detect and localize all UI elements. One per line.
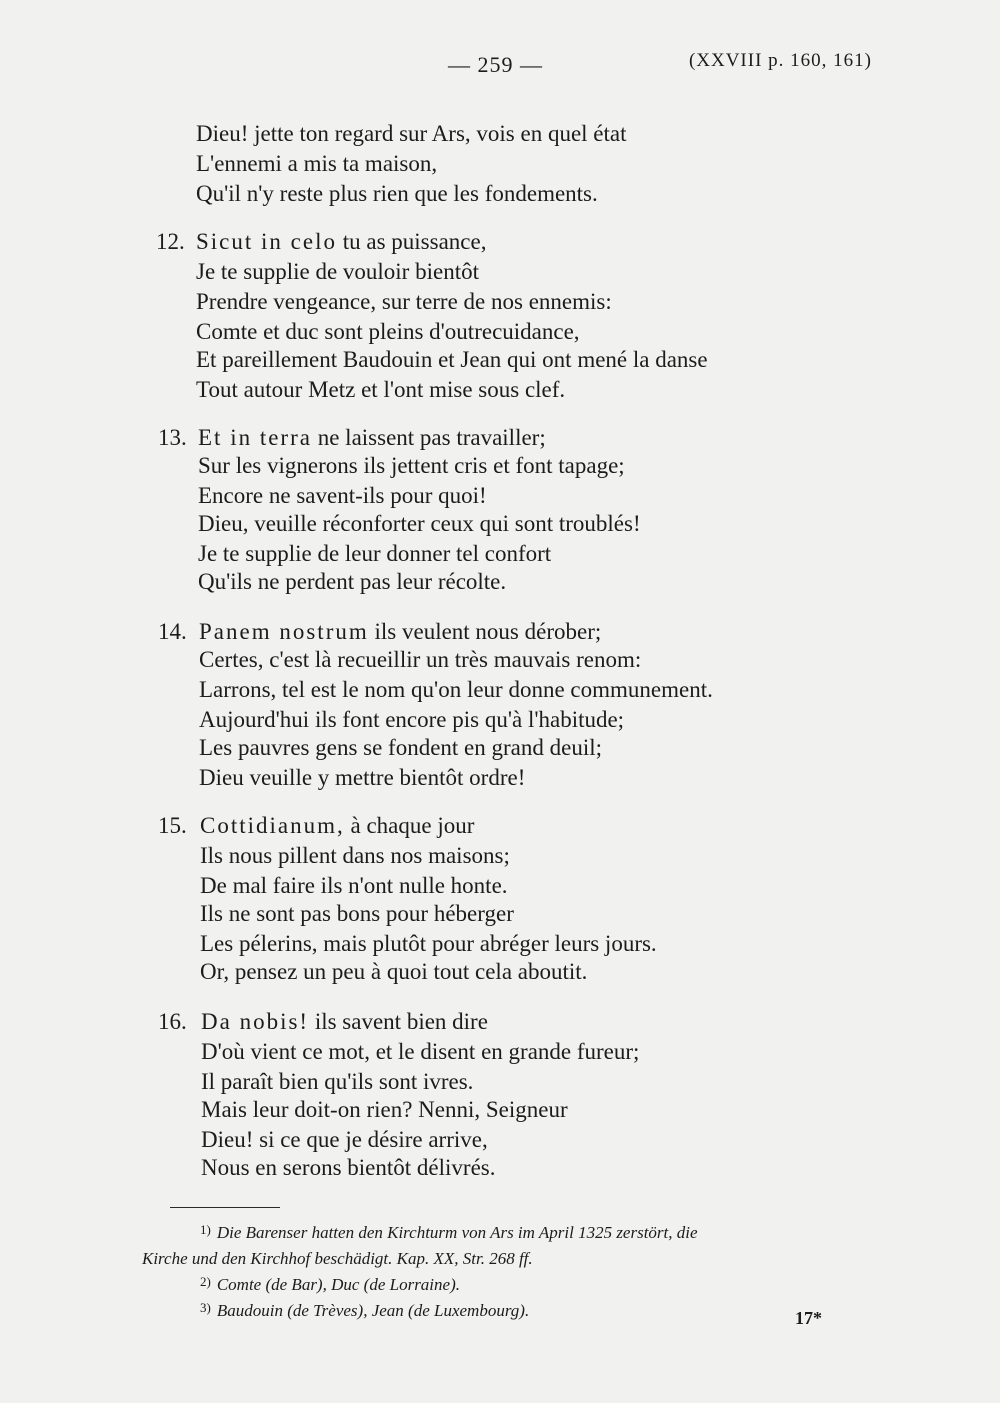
verse-line: Tout autour Metz et l'ont mise sous clef. — [196, 377, 566, 402]
verse-line — [200, 812, 474, 840]
verse-text: tu as puissance, — [336, 229, 487, 254]
latin-incipit: Cottidianum, — [200, 813, 345, 838]
stanza-number: 16. — [158, 1009, 187, 1034]
footnote-2 — [200, 1274, 460, 1297]
latin-incipit: Sicut in celo — [196, 229, 337, 254]
verse-line — [198, 424, 546, 452]
verse-line: Sur les vignerons ils jettent cris et font tapage; — [198, 453, 625, 478]
stanza-number: 14. — [158, 619, 187, 644]
verse-line — [199, 618, 601, 646]
verse-line: Je te supplie de leur donner tel confort — [198, 541, 552, 566]
verse-line: Les pauvres gens se fondent en grand deuil; — [199, 735, 603, 760]
page-reference: (XXVIII p. 160, 161) — [688, 50, 872, 71]
stanza-number: 15. — [158, 813, 187, 838]
verse-line: Mais leur doit-on rien? Nenni, Seigneur — [201, 1097, 568, 1122]
latin-incipit: Et in terra — [198, 425, 312, 450]
verse-line: Or, pensez un peu à quoi tout cela aboutit. — [200, 959, 588, 984]
verse-line: Dieu veuille y mettre bientôt ordre! — [199, 765, 526, 790]
footnote-marker: 2) — [200, 1274, 211, 1289]
verse-line: Nous en serons bientôt délivrés. — [201, 1155, 496, 1180]
verse-line: D'où vient ce mot, et le disent en grande fureur; — [201, 1039, 640, 1064]
verse-line: Qu'ils ne perdent pas leur récolte. — [198, 569, 507, 594]
verse-line: De mal faire ils n'ont nulle honte. — [200, 873, 508, 898]
verse-text: à chaque jour — [344, 813, 475, 838]
footnote-marker: 1) — [200, 1222, 211, 1237]
verse-line: Ils nous pillent dans nos maisons; — [200, 843, 510, 868]
verse-text: ils veulent nous dérober; — [368, 619, 602, 644]
verse-text: ne laissent pas travailler; — [311, 425, 546, 450]
verse-line: Dieu! si ce que je désire arrive, — [201, 1127, 488, 1152]
footnote-text: Comte (de Bar), Duc (de Lorraine). — [216, 1275, 460, 1294]
stanza-number: 12. — [156, 229, 185, 254]
verse-line: Je te supplie de vouloir bientôt — [196, 259, 479, 284]
verse-line: L'ennemi a mis ta maison, — [196, 151, 438, 176]
verse-line: Et pareillement Baudouin et Jean qui ont mené la danse — [196, 347, 708, 372]
verse-line: Il paraît bien qu'ils sont ivres. — [201, 1069, 474, 1094]
footnote-3 — [200, 1300, 529, 1323]
verse-line: Ils ne sont pas bons pour héberger — [200, 901, 514, 926]
verse-line: Encore ne savent-ils pour quoi! — [198, 483, 487, 508]
footnote-divider — [170, 1207, 280, 1208]
page-number: — 259 — — [448, 52, 543, 77]
latin-incipit: Da nobis! — [201, 1009, 310, 1034]
verse-line — [201, 1008, 488, 1036]
verse-line: Qu'il n'y reste plus rien que les fondements. — [196, 181, 598, 206]
footnote-1 — [200, 1222, 698, 1245]
latin-incipit: Panem nostrum — [199, 619, 369, 644]
signature-mark: 17* — [795, 1308, 822, 1328]
verse-line — [196, 228, 486, 256]
verse-line: Aujourd'hui ils font encore pis qu'à l'habitude; — [199, 707, 625, 732]
footnote-marker: 3) — [200, 1300, 211, 1315]
verse-line: Comte et duc sont pleins d'outrecuidance, — [196, 319, 580, 344]
verse-line: Les pélerins, mais plutôt pour abréger leurs jours. — [200, 931, 657, 956]
verse-line: Larrons, tel est le nom qu'on leur donne communement. — [199, 677, 713, 702]
verse-line: Dieu, veuille réconforter ceux qui sont troublés! — [198, 511, 641, 536]
footnote-text: Baudouin (de Trèves), Jean (de Luxembourg). — [216, 1301, 530, 1320]
stanza-number: 13. — [158, 425, 187, 450]
verse-line: Dieu! jette ton regard sur Ars, vois en quel état — [196, 121, 627, 146]
footnote-text: Die Barenser hatten den Kirchturm von Ars im April 1325 zerstört, die — [216, 1223, 698, 1242]
footnote-1-continued: Kirche und den Kirchhof beschädigt. Kap. XX, Str. 268 ff. — [142, 1249, 533, 1268]
verse-text: ils savent bien dire — [309, 1009, 488, 1034]
verse-line: Certes, c'est là recueillir un très mauvais renom: — [199, 647, 642, 672]
verse-line: Prendre vengeance, sur terre de nos ennemis: — [196, 289, 612, 314]
